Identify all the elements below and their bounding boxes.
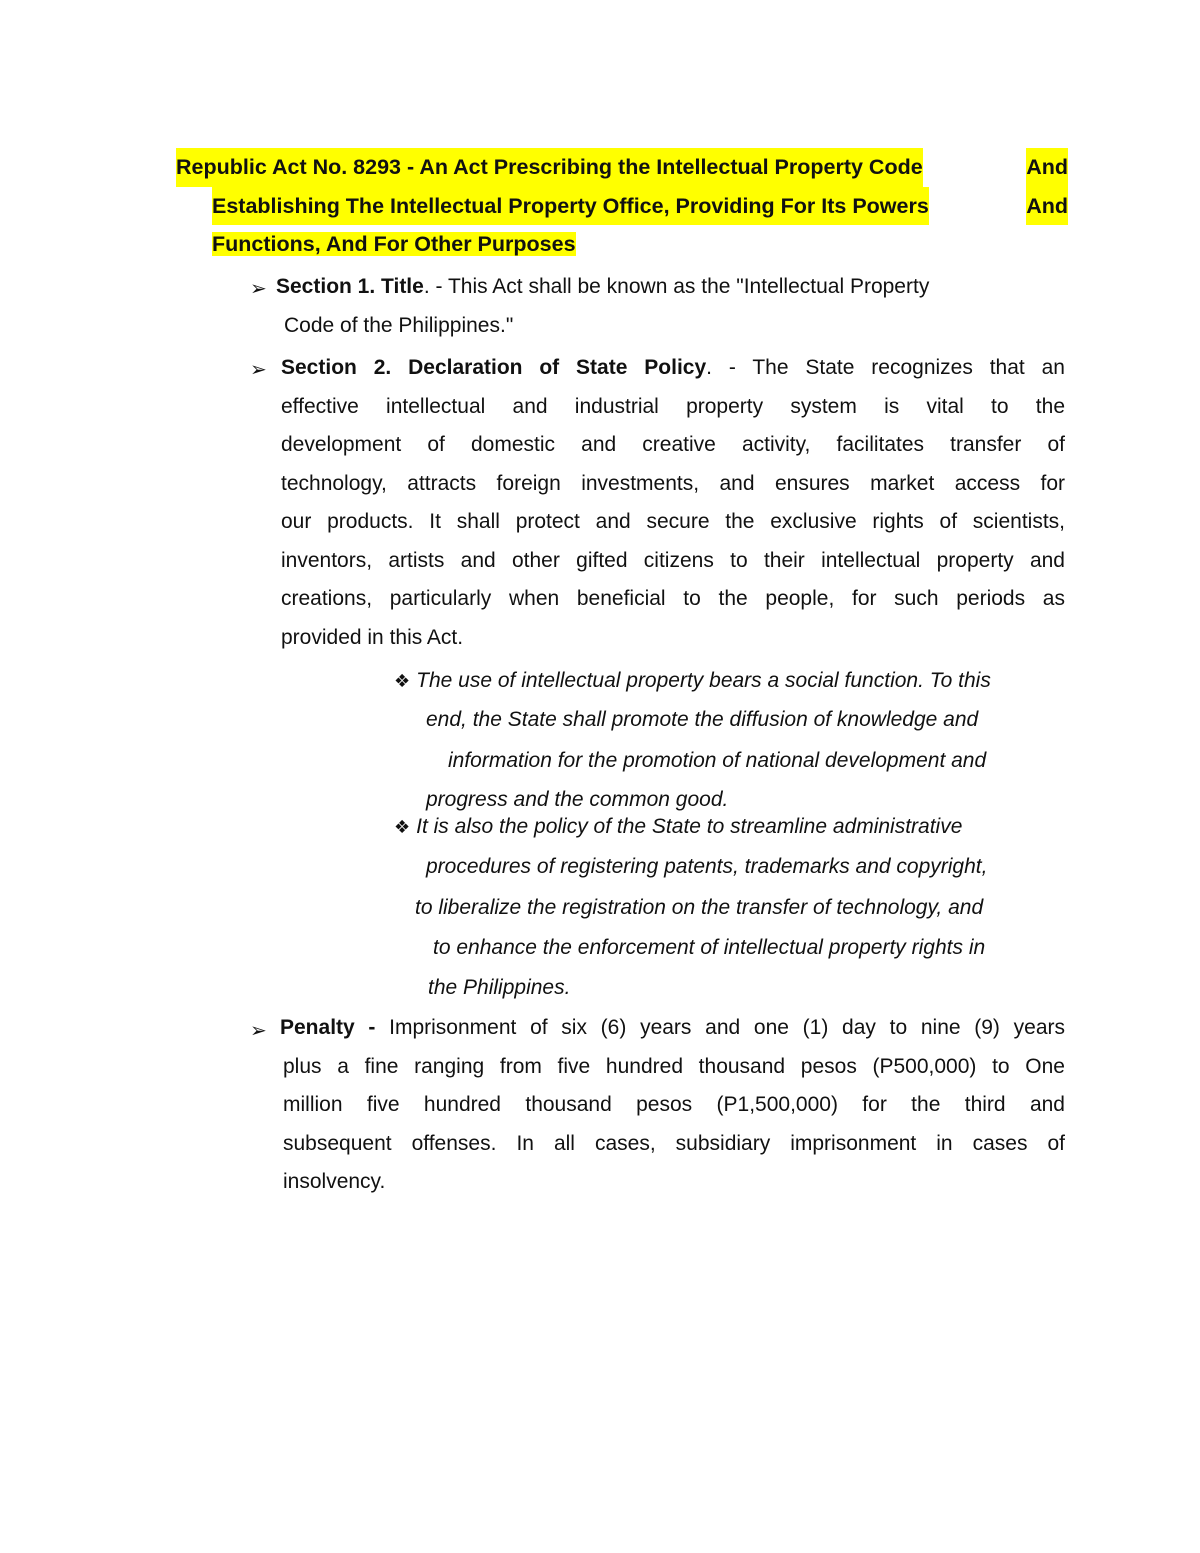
policy-bullet-2-text: It is also the policy of the State to streamline administrative (416, 815, 963, 838)
section-1-line (276, 268, 1066, 307)
section-2-line: provided in this Act. (281, 625, 464, 649)
section-2-heading: Section 2. Declaration of State Policy (281, 356, 707, 379)
section-2-line: development of domestic and creative activity, facilitates transfer of (281, 433, 1065, 456)
section-2-line (281, 349, 1065, 388)
penalty-paragraph (280, 1009, 1065, 1202)
penalty-text: Imprisonment of six (6) years and one (1) day to nine (9) years (375, 1016, 1066, 1039)
section-2-line: inventors, artists and other gifted citizens to their intellectual property and (281, 548, 1065, 572)
section-1-text: . - This Act shall be known as the "Intellectual Property (423, 275, 930, 298)
arrow-bullet-icon: ➢ (250, 278, 267, 300)
penalty-line: subsequent offenses. In all cases, subsidiary imprisonment in cases of (283, 1131, 1065, 1155)
arrow-bullet-icon: ➢ (250, 359, 267, 381)
policy-bullet-1-line: end, the State shall promote the diffusion of knowledge and (426, 708, 979, 731)
section-1-paragraph (276, 268, 1066, 345)
title-line-2-end: And (1026, 187, 1068, 226)
policy-bullet-2-line: to liberalize the registration on the transfer of technology, and (415, 896, 984, 919)
title-line-1-end: And (1026, 148, 1068, 187)
section-2-line: creations, particularly when beneficial to the people, for such periods as (281, 587, 1065, 610)
policy-bullet-1-line: information for the promotion of national development and (448, 749, 987, 772)
diamond-bullet-icon: ❖ (394, 817, 411, 837)
policy-bullet-2-line: to enhance the enforcement of intellectual property rights in (433, 936, 986, 959)
title-line-1-main: Republic Act No. 8293 - An Act Prescribing the Intellectual Property Code (176, 148, 923, 187)
policy-bullet-2-line (394, 807, 962, 847)
document-title (176, 148, 1068, 264)
policy-bullet-1-text: The use of intellectual property bears a social function. To this (416, 669, 991, 692)
section-2-line: technology, attracts foreign investments, and ensures market access for (281, 471, 1065, 495)
section-1-line-2: Code of the Philippines." (284, 313, 514, 337)
penalty-line: million five hundred thousand pesos (P1,500,000) for the third and (283, 1093, 1065, 1116)
arrow-bullet-icon: ➢ (250, 1020, 267, 1042)
section-2-paragraph (281, 349, 1065, 657)
penalty-line: plus a fine ranging from five hundred thousand pesos (P500,000) to One (283, 1054, 1065, 1078)
policy-bullet-1-line (394, 661, 991, 701)
title-line-2-main: Establishing The Intellectual Property Office, Providing For Its Powers (212, 187, 929, 226)
title-line-2 (176, 187, 1068, 226)
penalty-heading: Penalty - (280, 1016, 376, 1039)
title-line-1 (176, 148, 1068, 187)
title-line-3-text: Functions, And For Other Purposes (212, 232, 576, 256)
section-2-line: our products. It shall protect and secure the exclusive rights of scientists, (281, 510, 1065, 533)
penalty-line (280, 1009, 1065, 1048)
title-line-3 (176, 225, 1068, 264)
policy-bullet-2-line: procedures of registering patents, trademarks and copyright, (426, 855, 988, 878)
penalty-line: insolvency. (283, 1170, 386, 1193)
policy-bullet-2-line: the Philippines. (428, 976, 571, 999)
diamond-bullet-icon: ❖ (394, 671, 411, 691)
section-2-text: . - The State recognizes that an (706, 356, 1065, 379)
section-1-heading: Section 1. Title (276, 275, 424, 298)
section-2-line: effective intellectual and industrial property system is vital to the (281, 394, 1065, 418)
policy-bullet-1-line: progress and the common good. (426, 788, 729, 811)
